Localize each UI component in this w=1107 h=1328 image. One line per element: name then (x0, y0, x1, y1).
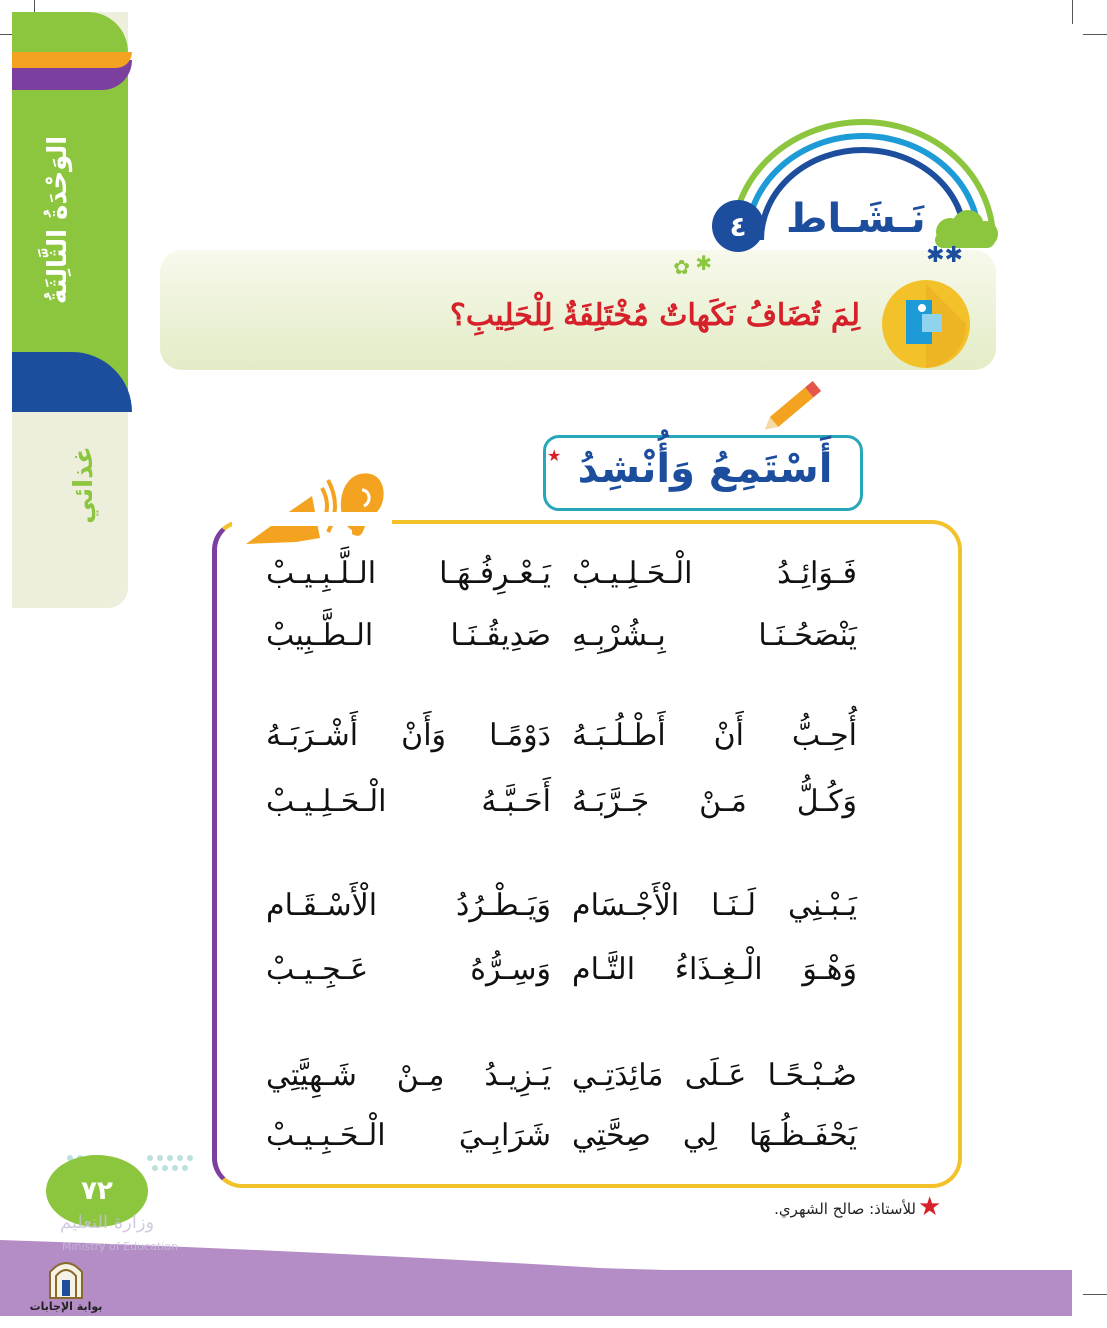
unit-title: الوَحْدَةُ الثَّالِثَةُ (43, 135, 73, 305)
activity-label: نَـشَـاط (786, 196, 926, 242)
verse-hemistich-left: أَحَـبَّـهُ الْـحَـلِـيـبْ (266, 784, 551, 819)
svg-text:✿: ✿ (673, 255, 690, 279)
verse-hemistich-right: يَحْفَـظُـهَا لِي صِحَّتِي (572, 1118, 857, 1153)
verse-hemistich-left: وَسِـرُّهُ عَـجِـيـبْ (266, 952, 551, 987)
crop-mark (1083, 1294, 1107, 1295)
verse-hemistich-left: يَـعْـرِفُـهَـا الـلَّـبِـيـبْ (266, 556, 551, 591)
bottom-band (0, 1270, 1072, 1316)
section-star-icon: ★ (547, 446, 562, 465)
verse-hemistich-right: صُـبْـحًـا عَـلَى مَائِدَتِـي (572, 1058, 857, 1093)
verse-hemistich-left: يَـزِيـدُ مِـنْ شَـهِيَّتِي (266, 1058, 551, 1093)
section-title: أَسْتَمِعُ وَأُنْشِدُ (577, 446, 833, 492)
verse-hemistich-right: وَهْـوَ الْـغِـذَاءُ التَّـام (572, 952, 857, 987)
pencil-icon (760, 372, 830, 438)
verse-hemistich-left: وَيَـطْـرُدُ الْأَسْـقَـام (266, 888, 551, 923)
verse-hemistich-right: يَنْصَحُـنَـا بِـشُرْبِـهِ (572, 618, 857, 653)
crop-mark (1072, 0, 1073, 24)
activity-number-badge: ٤ (712, 200, 764, 252)
footnote-star-icon: ★ (918, 1192, 942, 1222)
verse-hemistich-left: صَدِيقُـنَـا الـطَّـبِيبْ (266, 618, 551, 653)
verse-hemistich-right: وَكُـلُّ مَـنْ جَـرَّبَـهُ (572, 784, 857, 819)
ministry-watermark-en: Ministry of Education (62, 1240, 179, 1253)
crop-mark (1083, 34, 1107, 35)
flower-icon (673, 251, 740, 282)
portal-logo-icon (44, 1254, 88, 1300)
verse-hemistich-right: يَـبْـنِي لَـنَـا الْأَجْـسَام (572, 888, 857, 923)
page-number-badge: ٧٢ (46, 1155, 148, 1227)
verse-hemistich-left: شَرَابِـيَ الْـحَـبِـيـبْ (266, 1118, 551, 1153)
svg-text:✱: ✱ (695, 251, 712, 275)
rainbow-icon (725, 110, 1005, 270)
activity-question: لِمَ تُضَافُ نَكَهاتٌ مُخْتَلِفَةٌ لِلْحَلِيبِ؟ (449, 298, 860, 333)
footnote: للأستاذ: صالح الشهري. (774, 1200, 916, 1218)
puzzle-icon (880, 278, 972, 370)
ministry-watermark: وزارة التعليم (60, 1212, 155, 1233)
verse-hemistich-left: دَوْمًـا وَأَنْ أَشْـرَبَـهُ (266, 718, 551, 753)
portal-label: بوابة الإجابات (29, 1300, 103, 1313)
svg-text:✱✱: ✱✱ (926, 243, 963, 268)
verse-hemistich-right: أُحِـبُّ أَنْ أَطْـلُـبَـهُ (572, 718, 857, 753)
unit-subtitle: غذائي (69, 446, 99, 524)
verse-hemistich-right: فَـوَائِـدُ الْـحَـلِـيـبْ (572, 556, 857, 591)
